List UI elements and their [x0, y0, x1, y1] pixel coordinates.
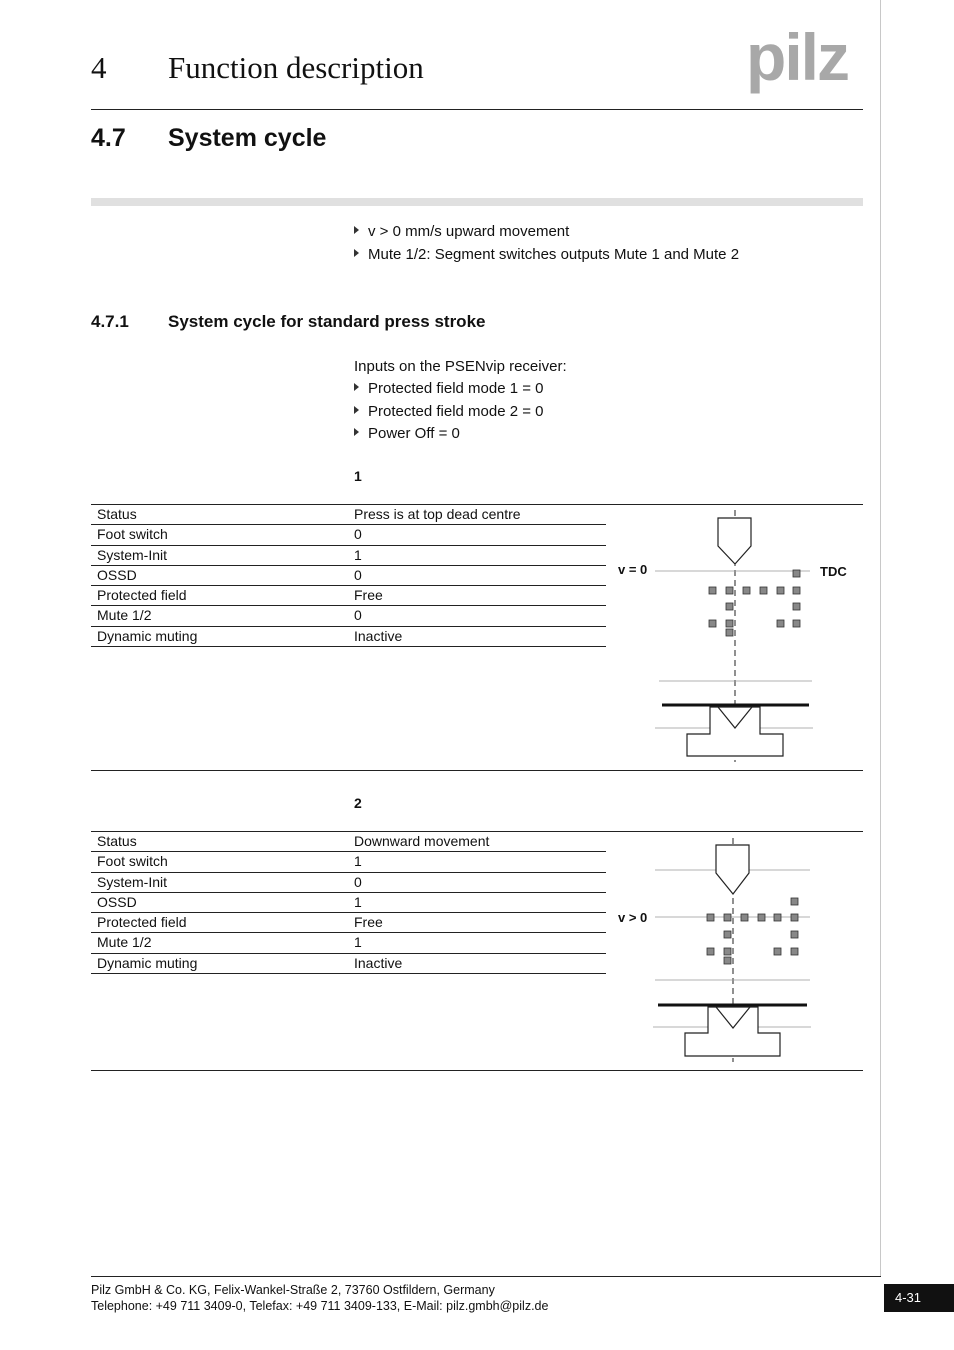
table-row: Mute 1/2 0 — [91, 606, 606, 626]
table-row: Foot switch 0 — [91, 525, 606, 545]
footer-contact: Telephone: +49 711 3409-0, Telefax: +49 711 3409-133, E-Mail: pilz.gmbh@pilz.de — [91, 1299, 549, 1313]
chapter-number: 4 — [91, 50, 107, 85]
table-row: Dynamic muting Inactive — [91, 627, 606, 647]
table-row: Protected field Free — [91, 913, 606, 933]
bullet-arrow-icon — [354, 249, 359, 257]
speed-label: v = 0 — [618, 562, 648, 577]
speed-label: v > 0 — [618, 910, 648, 925]
step-bottom-rule — [91, 1070, 863, 1071]
subsection-number: 4.7.1 — [91, 312, 129, 331]
table-row: System-Init 0 — [91, 873, 606, 893]
table-row: Dynamic muting Inactive — [91, 954, 606, 974]
chapter-title: Function description — [168, 50, 424, 85]
step-2-table — [91, 832, 606, 974]
position-label: TDC — [820, 564, 847, 579]
step-1-press-diagram — [610, 508, 860, 766]
page-number: 4-31 — [884, 1284, 954, 1312]
step-2-press-diagram — [610, 836, 860, 1066]
bullet-arrow-icon — [354, 383, 359, 391]
input-item: Protected field mode 1 = 0 — [354, 380, 544, 397]
page-margin-line — [880, 0, 881, 1276]
input-item: Power Off = 0 — [354, 425, 460, 442]
table-row: Mute 1/2 1 — [91, 933, 606, 953]
table-row: Status Press is at top dead centre — [91, 505, 606, 525]
table-row: System-Init 1 — [91, 546, 606, 566]
bullet-arrow-icon — [354, 428, 359, 436]
step-number: 1 — [354, 468, 362, 484]
step-number: 2 — [354, 795, 362, 811]
table-row: Protected field Free — [91, 586, 606, 606]
svg-text:pilz: pilz — [746, 26, 848, 94]
table-row: Foot switch 1 — [91, 852, 606, 872]
footer-address: Pilz GmbH & Co. KG, Felix-Wankel-Straße 2, 73760 Ostfildern, Germany — [91, 1283, 495, 1297]
intro-bullet: v > 0 mm/s upward movement — [354, 223, 569, 240]
section-number: 4.7 — [91, 124, 126, 152]
table-row: OSSD 0 — [91, 566, 606, 586]
intro-bullet: Mute 1/2: Segment switches outputs Mute 1 and Mute 2 — [354, 246, 739, 263]
step-1-table — [91, 505, 606, 647]
step-bottom-rule — [91, 770, 863, 771]
footer-rule — [91, 1276, 881, 1277]
input-item: Protected field mode 2 = 0 — [354, 403, 544, 420]
section-divider-bar — [91, 198, 863, 206]
section-title: System cycle — [168, 124, 327, 152]
bullet-arrow-icon — [354, 406, 359, 414]
subsection-title: System cycle for standard press stroke — [168, 312, 486, 331]
inputs-heading: Inputs on the PSENvip receiver: — [354, 358, 567, 375]
header-rule — [91, 109, 863, 110]
bullet-arrow-icon — [354, 226, 359, 234]
table-row: Status Downward movement — [91, 832, 606, 852]
table-row: OSSD 1 — [91, 893, 606, 913]
pilz-logo — [746, 26, 866, 101]
